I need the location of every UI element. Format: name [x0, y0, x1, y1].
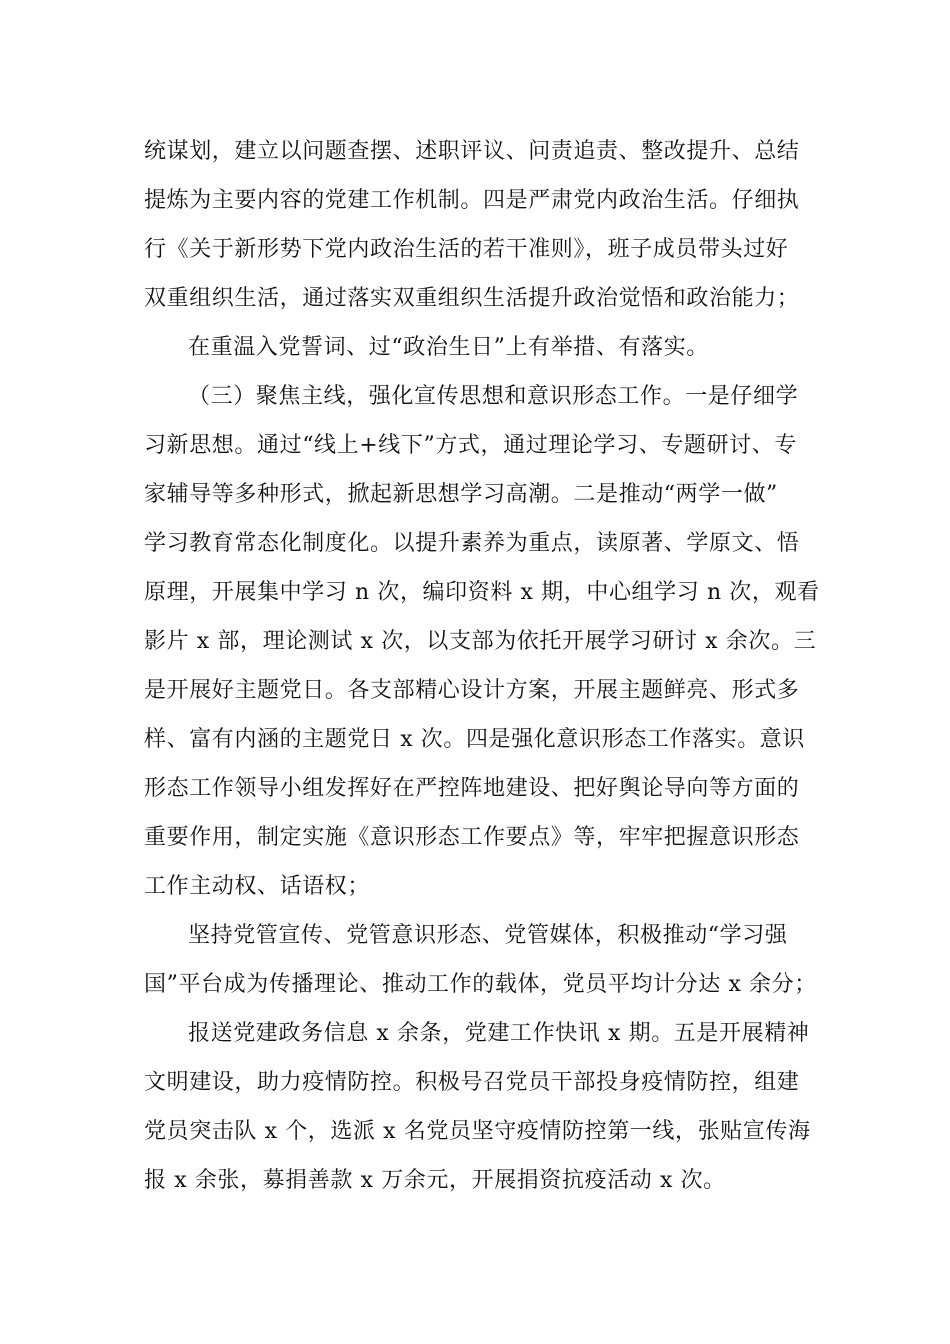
text-line: 原理，开展集中学习 n 次，编印资料 x 期，中心组学习 n 次，观看 [144, 580, 820, 605]
text-line: 习新思想。通过“线上+线下”方式，通过理论学习、专题研讨、专 [144, 433, 797, 458]
text-line: 家辅导等多种形式，掀起新思想学习高潮。二是推动“两学一做” [144, 482, 778, 507]
text-line: 提炼为主要内容的党建工作机制。四是严肃党内政治生活。仔细执 [144, 188, 800, 213]
text-line: 样、富有内涵的主题党日 x 次。四是强化意识形态工作落实。意识 [144, 727, 805, 752]
text-line: 形态工作领导小组发挥好在严控阵地建设、把好舆论导向等方面的 [144, 776, 800, 801]
text-line: 双重组织生活，通过落实双重组织生活提升政治觉悟和政治能力； [144, 286, 800, 311]
text-line: 统谋划，建立以问题查摆、述职评议、问责追责、整改提升、总结 [144, 139, 800, 164]
text-line: 国”平台成为传播理论、推动工作的载体，党员平均计分达 x 余分； [144, 972, 817, 997]
text-line: 报 x 余张，募捐善款 x 万余元，开展捐资抗疫活动 x 次。 [144, 1168, 726, 1193]
text-line: 影片 x 部，理论测试 x 次，以支部为依托开展学习研讨 x 余次。三 [144, 629, 817, 654]
text-line: 文明建设，助力疫情防控。积极号召党员干部投身疫情防控，组建 [144, 1070, 800, 1095]
text-line: 学习教育常态化制度化。以提升素养为重点，读原著、学原文、悟 [144, 531, 800, 556]
paragraph-first-line: 在重温入党誓词、过“政治生日”上有举措、有落实。 [188, 335, 709, 360]
section-heading-line: （三）聚焦主线，强化宣传思想和意识形态工作。一是仔细学 [188, 384, 799, 409]
text-line: 党员突击队 x 个，选派 x 名党员坚守疫情防控第一线，张贴宣传海 [144, 1119, 811, 1144]
document-body [144, 127, 820, 1205]
paragraph-first-line: 坚持党管宣传、党管意识形态、党管媒体，积极推动“学习强 [188, 923, 788, 948]
text-line: 行《关于新形势下党内政治生活的若干准则》，班子成员带头过好 [144, 237, 789, 262]
text-line: 重要作用，制定实施《意识形态工作要点》等，牢牢把握意识形态 [144, 825, 800, 850]
text-line: 工作主动权、话语权； [144, 874, 371, 899]
paragraph-first-line: 报送党建政务信息 x 余条，党建工作快讯 x 期。五是开展精神 [188, 1021, 810, 1046]
text-line: 是开展好主题党日。各支部精心设计方案，开展主题鲜亮、形式多 [144, 678, 800, 703]
